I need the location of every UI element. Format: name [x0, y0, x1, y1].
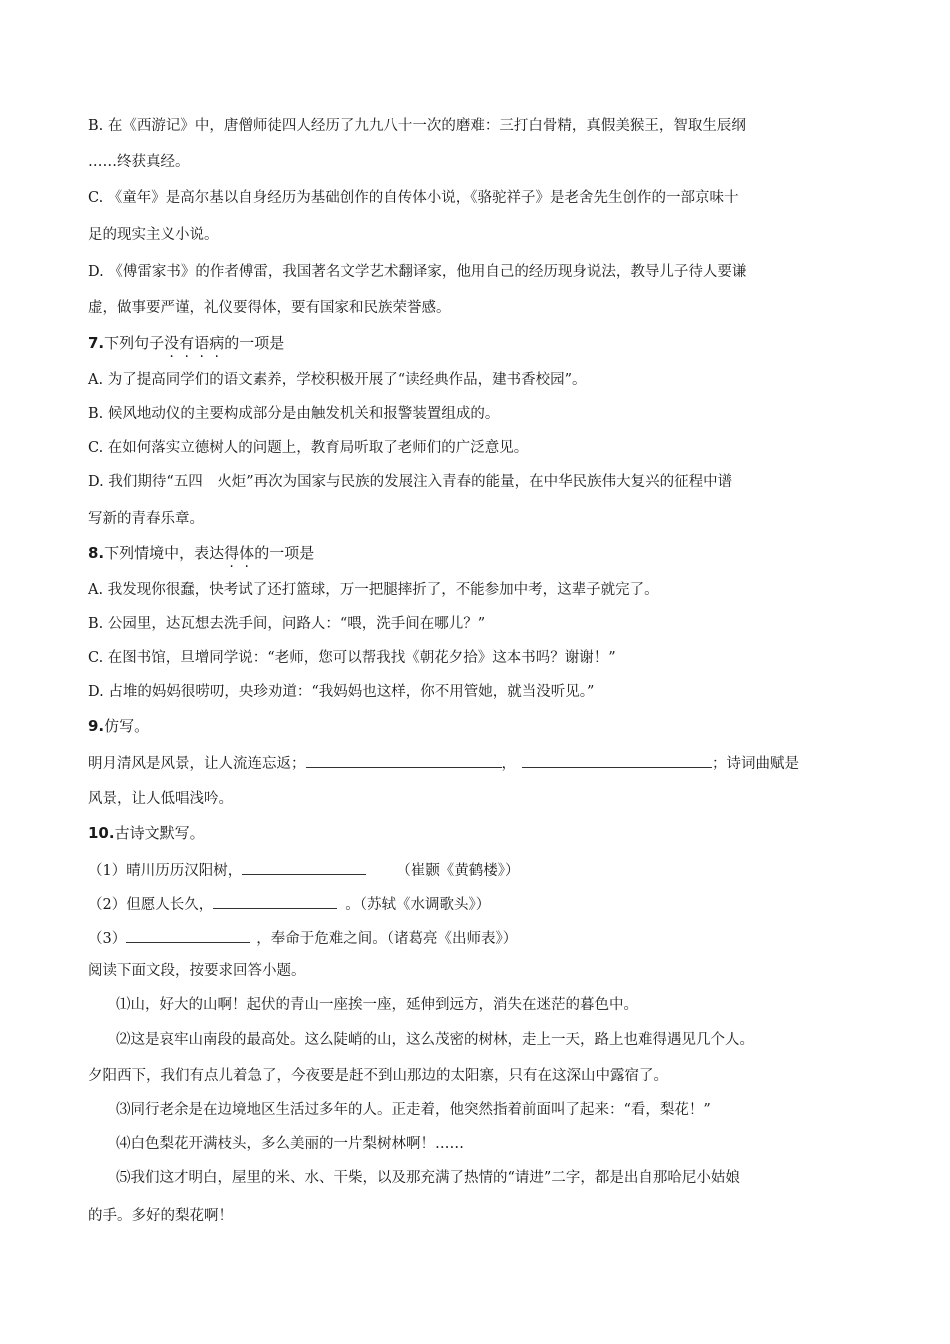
answer-blank[interactable] [306, 752, 502, 768]
q10-item-3: （3） ，奉命于危难之间。（诸葛亮《出师表》） [88, 927, 517, 949]
emphasis-char: 有 [179, 334, 195, 352]
emphasis-char: 得 [224, 544, 240, 562]
emphasis-char: 病 [209, 334, 225, 352]
q10-item-1: （1）晴川历历汉阳树， （崔颢《黄鹤楼》） [88, 859, 519, 881]
q8-number: 8. [88, 544, 105, 562]
q6-option-c-line1: C. 《童年》是高尔基以自身经历为基础创作的自传体小说，《骆驼祥子》是老舍先生创作的一部京味十 [88, 190, 739, 206]
answer-blank[interactable] [522, 752, 712, 768]
q7-option-d-line1: D. 我们期待“五四 火炬”再次为国家与民族的发展注入青春的能量，在中华民族伟大复兴的征程中谱 [88, 474, 733, 490]
q10-number: 10. [88, 824, 115, 842]
q8-option-c: C. 在图书馆，旦增同学说：“老师，您可以帮我找《朝花夕拾》这本书吗？谢谢！” [88, 650, 616, 666]
q7-number: 7. [88, 334, 105, 352]
passage-paragraph-1: ⑴山，好大的山啊！起伏的青山一座挨一座，延伸到远方，消失在迷茫的暮色中。 [116, 997, 638, 1013]
q10-item-2: （2）但愿人长久， 。（苏轼《水调歌头》） [88, 893, 490, 915]
emphasis-char: 体 [239, 544, 255, 562]
q7-stem: 7.下列句子没有语病的一项是 [88, 334, 285, 352]
q10-stem: 10.古诗文默写。 [88, 824, 205, 842]
q6-option-c-line2: 足的现实主义小说。 [88, 227, 219, 243]
q7-option-b: B. 候风地动仪的主要构成部分是由触发机关和报警装置组成的。 [88, 406, 500, 422]
q8-option-d: D. 占堆的妈妈很唠叨，央珍劝道：“我妈妈也这样，你不用管她，就当没听见。” [88, 684, 595, 700]
emphasis-char: 语 [194, 334, 210, 352]
passage-paragraph-4: ⑷白色梨花开满枝头，多么美丽的一片梨树林啊！…… [116, 1136, 464, 1152]
answer-blank[interactable] [213, 893, 337, 909]
passage-paragraph-2-cont: 夕阳西下，我们有点儿着急了，今夜要是赶不到山那边的太阳寨，只有在这深山中露宿了。 [88, 1068, 668, 1084]
q6-option-d-line1: D. 《傅雷家书》的作者傅雷，我国著名文学艺术翻译家，他用自己的经历现身说法，教导儿子待人要谦 [88, 264, 747, 280]
q8-option-a: A. 我发现你很蠢，快考试了还打篮球，万一把腿摔折了，不能参加中考，这辈子就完了。 [88, 582, 659, 598]
passage-paragraph-3: ⑶同行老余是在边境地区生活过多年的人。正走着，他突然指着前面叫了起来：“看，梨花！” [116, 1102, 711, 1118]
answer-blank[interactable] [126, 927, 250, 943]
emphasis-char: 没 [164, 334, 180, 352]
q9-line1: 明月清风是风景，让人流连忘返； ， ；诗词曲赋是 [88, 752, 799, 774]
q9-stem: 9.仿写。 [88, 717, 150, 735]
reading-intro: 阅读下面文段，按要求回答小题。 [88, 963, 306, 979]
q6-option-b-line1: B. 在《西游记》中，唐僧师徒四人经历了九九八十一次的磨难：三打白骨精，真假美猴王，智取生辰纲 [88, 118, 746, 134]
passage-paragraph-2: ⑵这是哀牢山南段的最高处。这么陡峭的山，这么茂密的树林，走上一天，路上也难得遇见几个人。 [116, 1032, 754, 1048]
q9-number: 9. [88, 717, 105, 735]
q7-option-d-line2: 写新的青春乐章。 [88, 511, 204, 527]
q9-line2: 风景，让人低唱浅吟。 [88, 791, 233, 807]
q8-option-b: B. 公园里，达瓦想去洗手间，问路人：“喂，洗手间在哪儿？” [88, 616, 486, 632]
q6-option-d-line2: 虚，做事要严谨，礼仪要得体，要有国家和民族荣誉感。 [88, 300, 451, 316]
q7-option-a: A. 为了提高同学们的语文素养，学校积极开展了“读经典作品，建书香校园”。 [88, 372, 587, 388]
answer-blank[interactable] [242, 859, 366, 875]
passage-paragraph-5: ⑸我们这才明白，屋里的米、水、干柴，以及那充满了热情的“请进”二字，都是出自那哈尼小姑娘 [116, 1170, 740, 1186]
q6-option-b-line2: ……终获真经。 [88, 154, 190, 170]
q8-stem: 8.下列情境中，表达得体的一项是 [88, 544, 315, 562]
passage-paragraph-5-cont: 的手。多好的梨花啊！ [88, 1208, 233, 1224]
q7-option-c: C. 在如何落实立德树人的问题上，教育局听取了老师们的广泛意见。 [88, 440, 529, 456]
